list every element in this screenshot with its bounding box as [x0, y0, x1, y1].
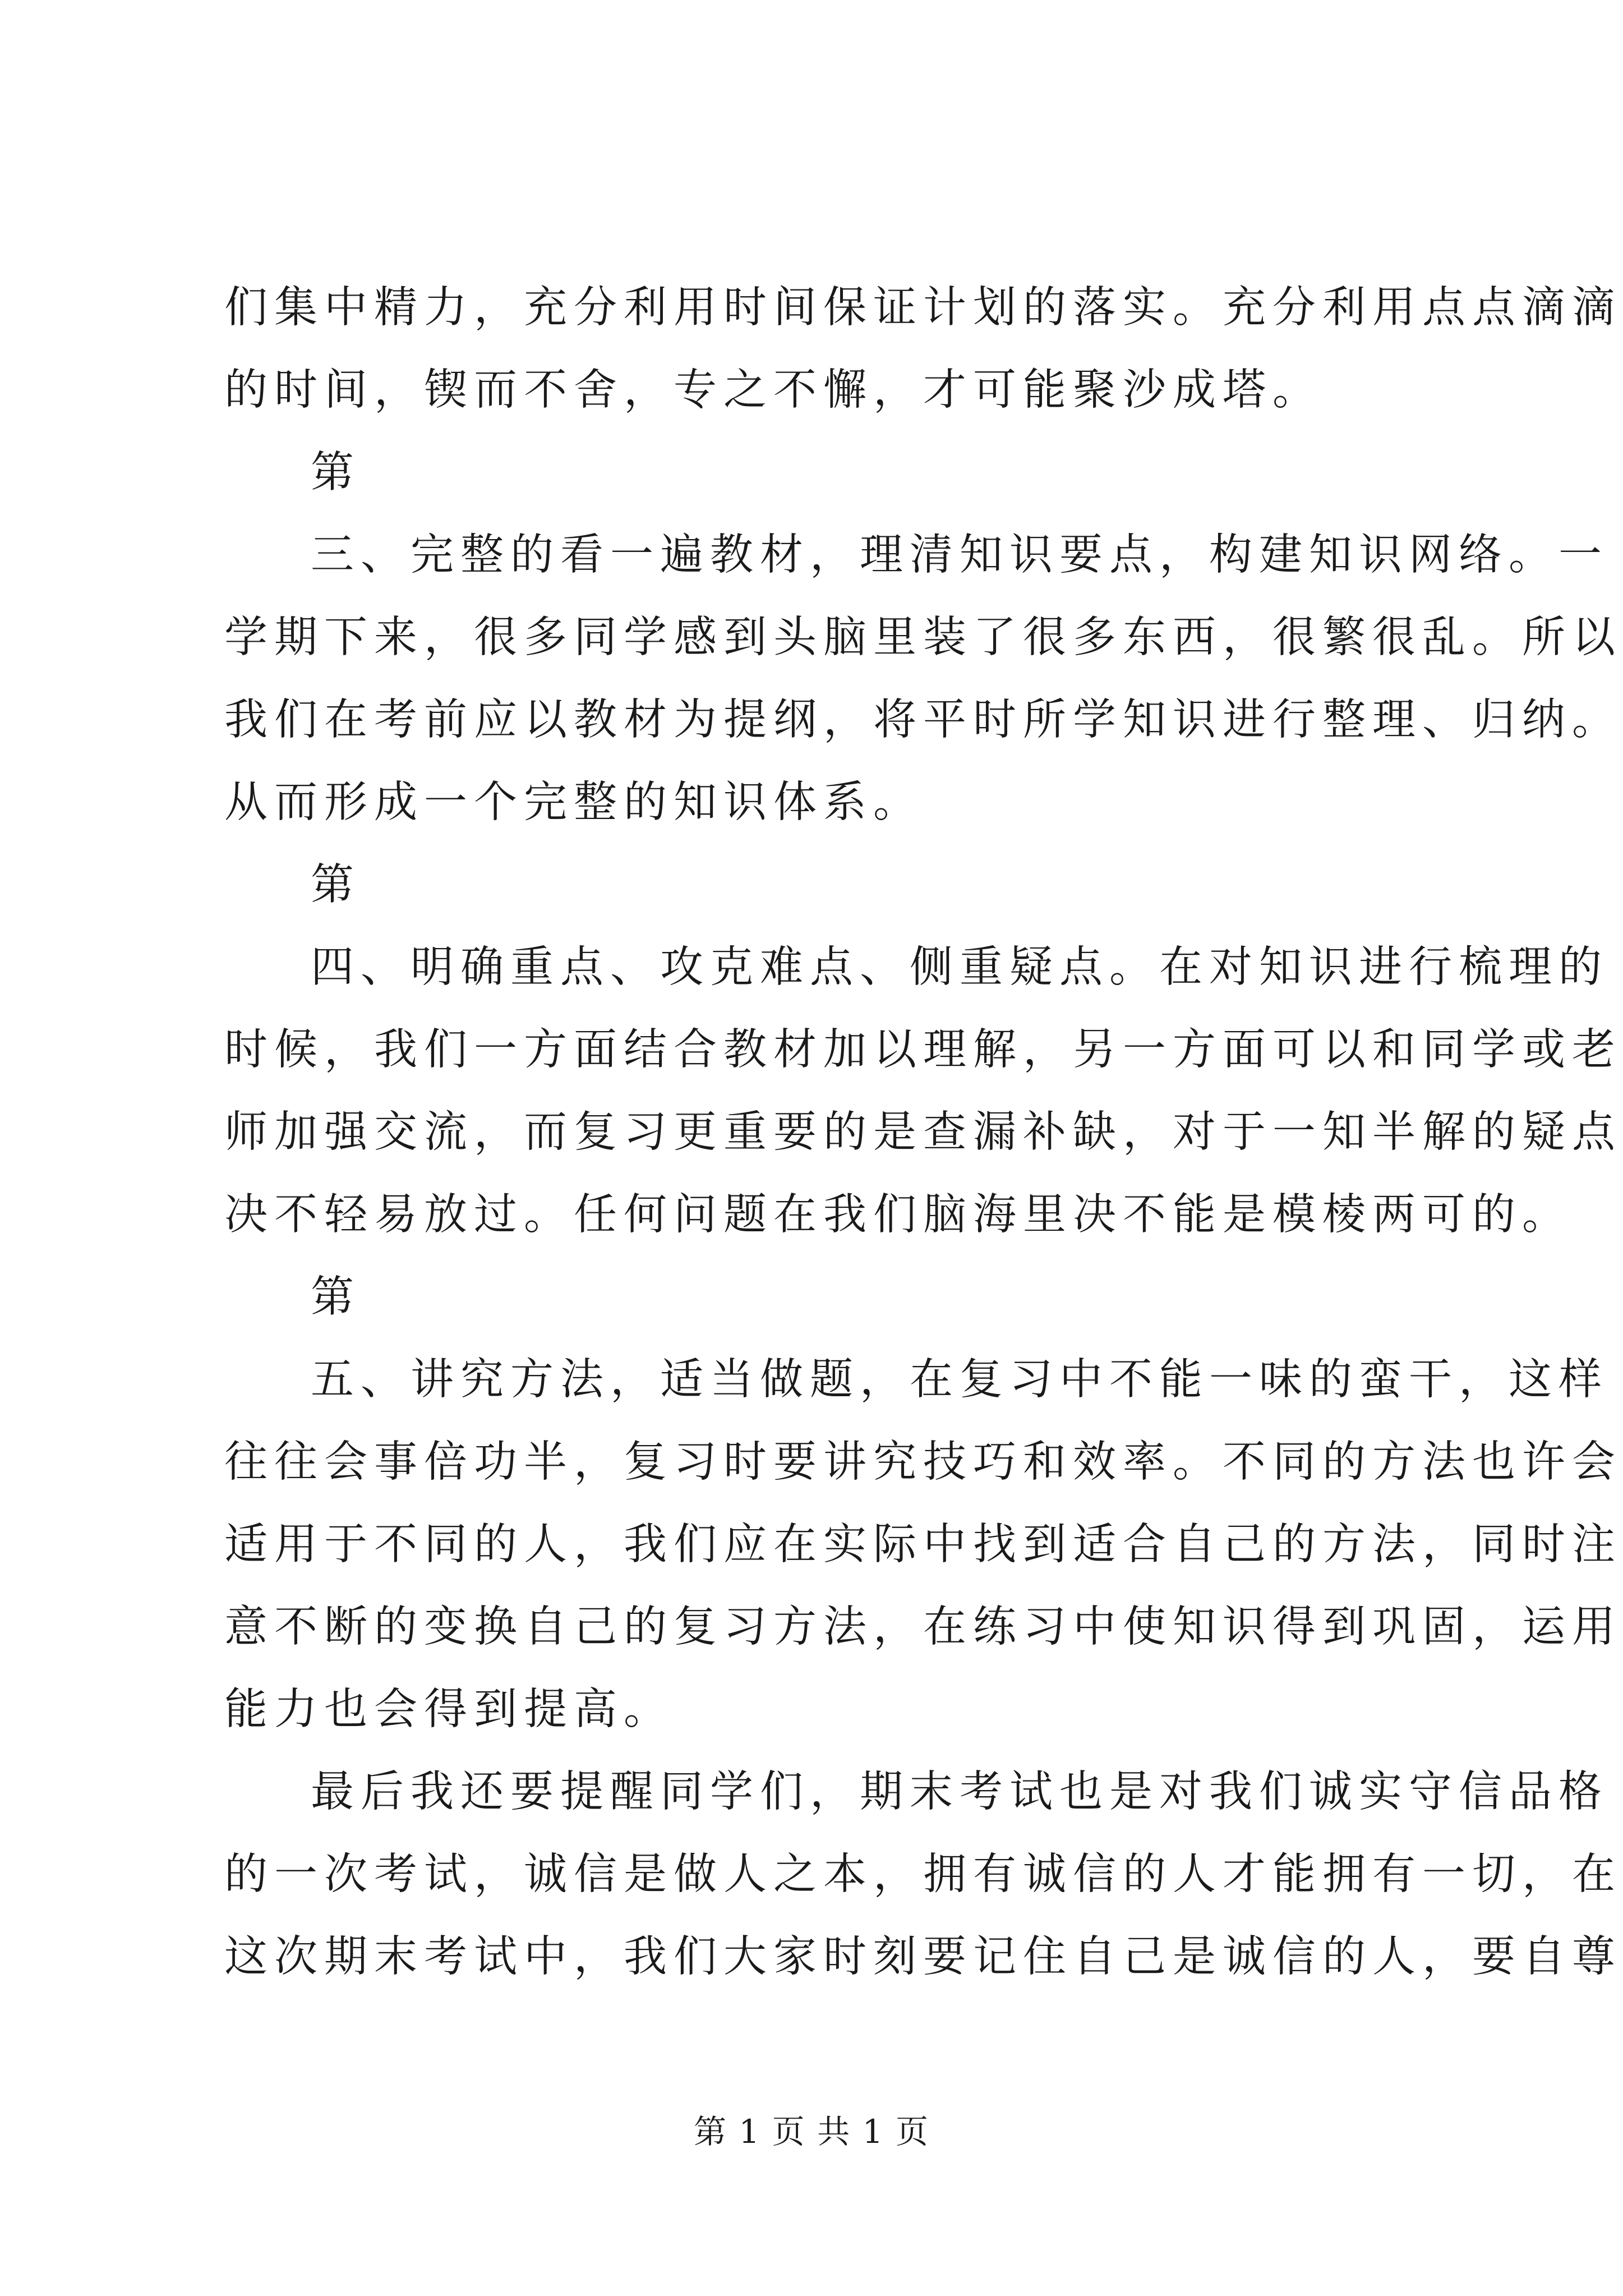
page-footer: 第 1 页 共 1 页: [694, 2113, 929, 2151]
text-line: 们集中精力，充分利用时间保证计划的落实。充分利用点点滴滴: [224, 283, 1622, 333]
text-line: 四、明确重点、攻克难点、侧重疑点。在对知识进行梳理的: [311, 942, 1608, 992]
text-line: 意不断的变换自己的复习方法，在练习中使知识得到巩固，运用: [224, 1602, 1622, 1652]
text-line: 我们在考前应以教材为提纲，将平时所学知识进行整理、归纳。: [224, 695, 1622, 745]
text-line: 师加强交流，而复习更重要的是查漏补缺，对于一知半解的疑点: [224, 1107, 1622, 1157]
text-line: 第: [311, 1272, 361, 1322]
text-line: 的时间，锲而不舍，专之不懈，才可能聚沙成塔。: [224, 365, 1322, 415]
text-line: 从而形成一个完整的知识体系。: [224, 777, 923, 827]
text-line: 三、完整的看一遍教材，理清知识要点，构建知识网络。一: [311, 530, 1608, 580]
text-line: 第: [311, 448, 361, 498]
text-line: 五、讲究方法，适当做题，在复习中不能一味的蛮干，这样: [311, 1355, 1608, 1405]
document-body: [224, 266, 1622, 1998]
text-line: 的一次考试，诚信是做人之本，拥有诚信的人才能拥有一切，在: [224, 1849, 1622, 1899]
text-line: 第: [311, 860, 361, 910]
text-line: 决不轻易放过。任何问题在我们脑海里决不能是模棱两可的。: [224, 1190, 1572, 1240]
text-line: 适用于不同的人，我们应在实际中找到适合自己的方法，同时注: [224, 1520, 1622, 1570]
text-line: 时候，我们一方面结合教材加以理解，另一方面可以和同学或老: [224, 1025, 1622, 1075]
text-line: 最后我还要提醒同学们，期末考试也是对我们诚实守信品格: [311, 1767, 1608, 1817]
text-line: 往往会事倍功半，复习时要讲究技巧和效率。不同的方法也许会: [224, 1437, 1622, 1487]
text-line: 这次期末考试中，我们大家时刻要记住自己是诚信的人，要自尊: [224, 1932, 1622, 1982]
text-line: 能力也会得到提高。: [224, 1685, 674, 1734]
text-line: 学期下来，很多同学感到头脑里装了很多东西，很繁很乱。所以: [224, 613, 1622, 662]
